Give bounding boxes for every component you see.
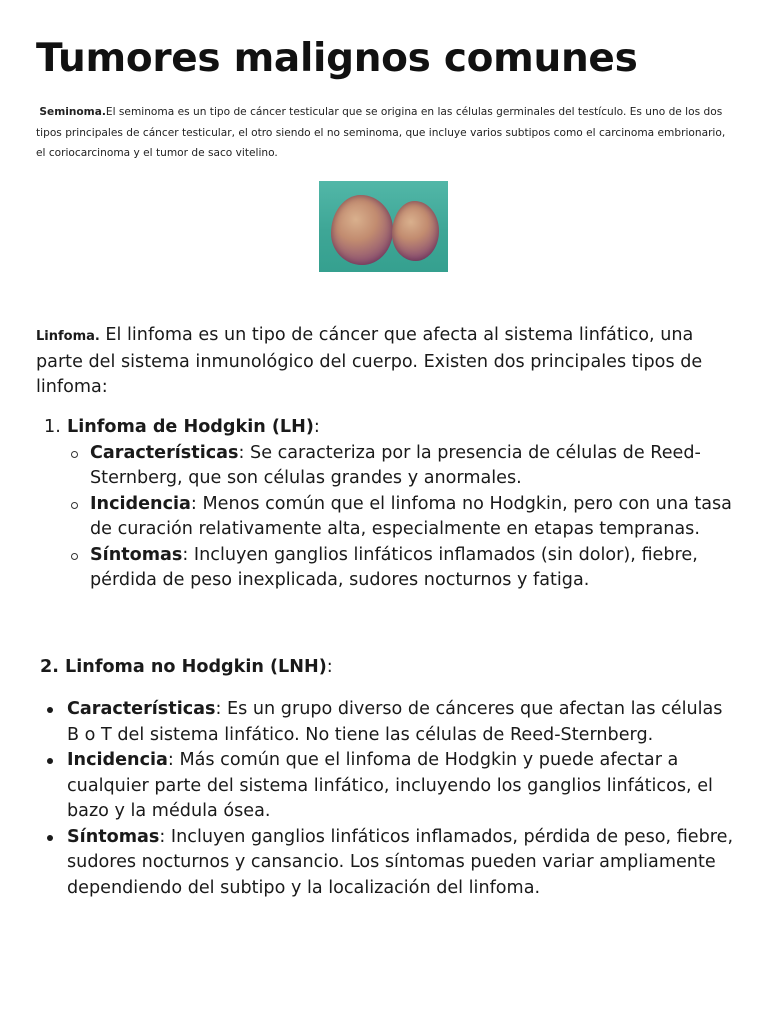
list-item: [44, 441, 734, 492]
list-item: [44, 697, 734, 748]
item-label: Características: [67, 699, 216, 719]
item-text: : Incluyen ganglios linfáticos inflamados (sin dolor), fiebre, pérdida de peso inexplicada, sudores nocturnos y fatiga.: [90, 544, 698, 590]
bullet-icon: [44, 748, 67, 825]
hodgkin-heading: [44, 415, 734, 441]
list-item: [44, 543, 734, 594]
item-text: : Más común que el linfoma de Hodgkin y puede afectar a cualquier parte del sistema linfático, incluyendo los ganglios linfáticos, el bazo y la médula ósea.: [67, 750, 713, 821]
page-title: Tumores malignos comunes: [36, 36, 638, 81]
list-item: [44, 748, 734, 825]
item-label: Síntomas: [90, 544, 183, 565]
no-hodgkin-heading: [40, 655, 333, 681]
hodgkin-colon: :: [313, 417, 320, 437]
item-text: : Menos común que el linfoma no Hodgkin, pero con una tasa de curación relativamente alta, especialmente en etapas tempranas.: [90, 493, 732, 539]
item-label: Características: [90, 442, 239, 463]
seminoma-term: Seminoma.: [39, 106, 106, 118]
circle-bullet-icon: [67, 492, 90, 543]
bullet-icon: [44, 825, 67, 902]
specimen-right: [392, 201, 439, 261]
no-hodgkin-colon: :: [326, 657, 333, 677]
hodgkin-number: 1.: [44, 417, 61, 437]
item-label: Incidencia: [67, 750, 168, 770]
item-label: Incidencia: [90, 493, 191, 514]
linfoma-term: Linfoma.: [36, 329, 100, 344]
circle-bullet-icon: [67, 543, 90, 594]
specimen-left: [331, 195, 393, 265]
no-hodgkin-section: [44, 697, 734, 901]
item-text: : Es un grupo diverso de cánceres que afectan las células B o T del sistema linfático. No tiene las células de Reed-Sternberg.: [67, 699, 723, 745]
list-item: [44, 492, 734, 543]
list-item: [44, 825, 734, 902]
hodgkin-section: [44, 415, 734, 594]
item-text: : Incluyen ganglios linfáticos inflamados, pérdida de peso, fiebre, sudores nocturnos y cansancio. Los síntomas pueden variar ampliamente dependiendo del subtipo y la localización del linfoma.: [67, 826, 734, 898]
seminoma-specimen-photo: [319, 181, 448, 272]
hodgkin-list: [44, 441, 734, 594]
item-text: : Se caracteriza por la presencia de células de Reed-Sternberg, que son células grandes y anormales.: [90, 442, 701, 488]
bullet-icon: [44, 697, 67, 748]
seminoma-paragraph: [36, 102, 736, 164]
linfoma-paragraph: [36, 323, 736, 401]
circle-bullet-icon: [67, 441, 90, 492]
hodgkin-title: Linfoma de Hodgkin (LH): [67, 417, 314, 437]
seminoma-text: El seminoma es un tipo de cáncer testicular que se origina en las células germinales del testículo. Es uno de los dos tipos principales de cáncer testicular, el otro siendo el no seminoma, que incluye varios subtipos como el carcinoma embrionario, el coriocarcinoma y el tumor de saco vitelino.: [36, 106, 726, 159]
item-label: Síntomas: [67, 826, 160, 847]
no-hodgkin-title: 2. Linfoma no Hodgkin (LNH): [40, 657, 327, 677]
linfoma-text: El linfoma es un tipo de cáncer que afecta al sistema linfático, una parte del sistema inmunológico del cuerpo. Existen dos principales tipos de linfoma:: [36, 325, 703, 397]
